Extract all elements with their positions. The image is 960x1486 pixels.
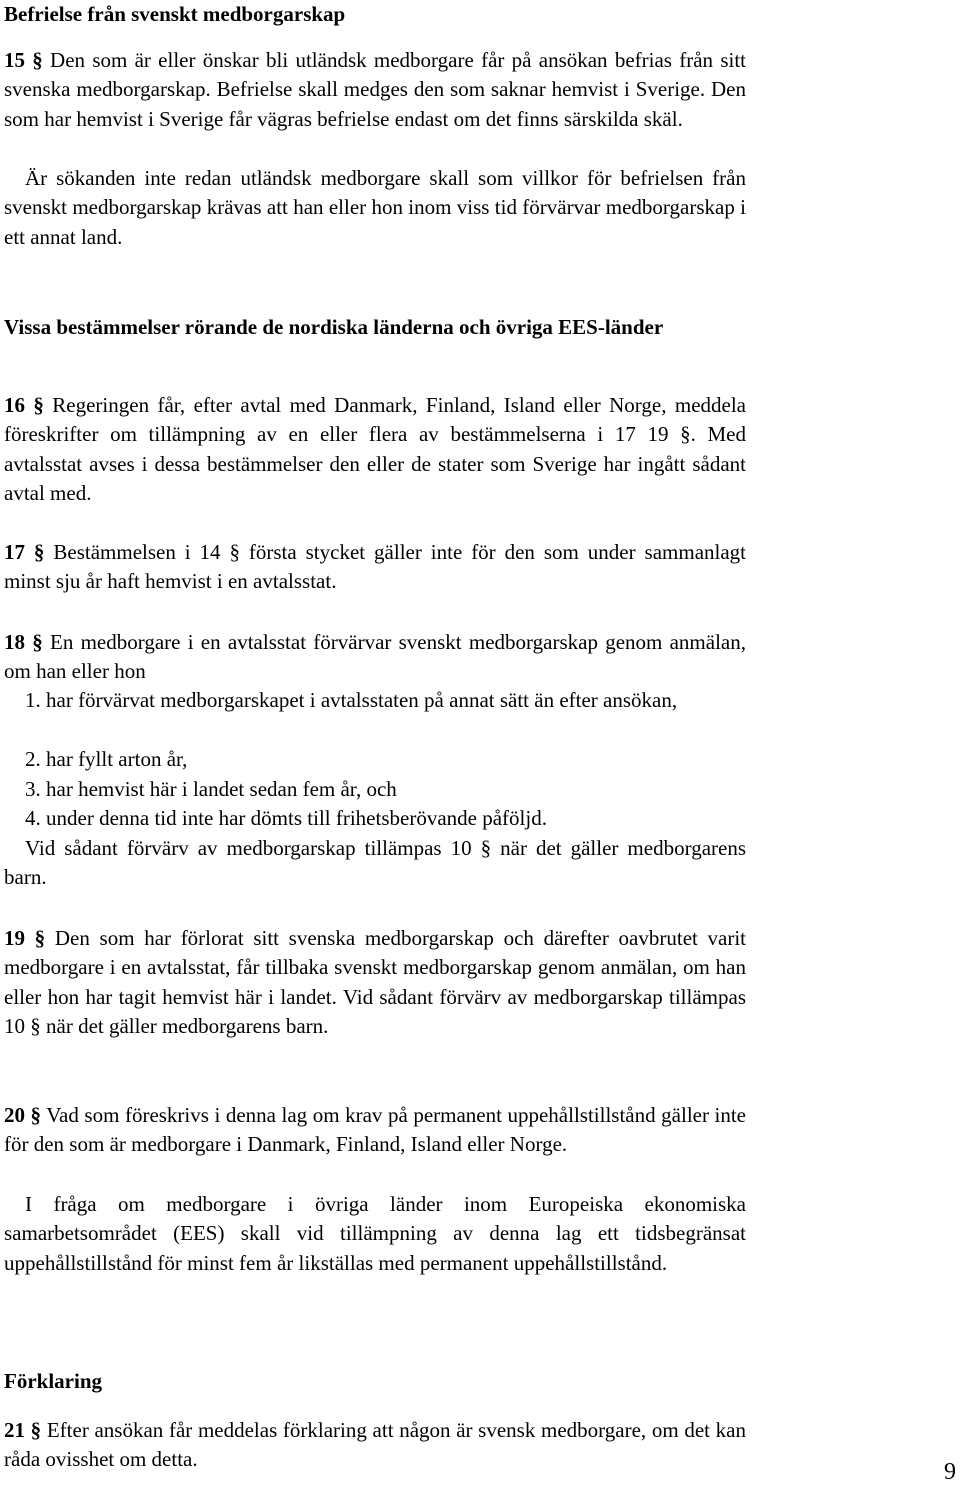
paragraph-number: 15 § <box>4 48 43 72</box>
paragraph-text: Den som har förlorat sitt svenska medborgarskap och därefter oavbrutet varit medborgare i en avtalsstat, får tillbaka svenskt medborgarskap genom anmälan, om han eller hon har tagit hemvist här i landet. Vid sådant förvärv av medborgarskap tillämpas 10 § när det gäller medborgarens barn. <box>4 926 747 1038</box>
paragraph-21 <box>4 1416 746 1475</box>
paragraph-number: 16 § <box>4 393 44 417</box>
section-heading: Befrielse från svenskt medborgarskap <box>4 2 346 26</box>
list-text: under denna tid inte har dömts till frihetsberövande påföljd. <box>40 806 547 830</box>
section-heading: Förklaring <box>4 1369 102 1393</box>
list-text: har hemvist här i landet sedan fem år, och <box>40 777 397 801</box>
page-number: 9 <box>944 1459 956 1485</box>
list-marker: 4. <box>25 806 41 830</box>
paragraph-16 <box>4 391 746 508</box>
list-item <box>4 775 397 804</box>
paragraph-18-cont: Vid sådant förvärv av medborgarskap tillämpas 10 § när det gäller medborgarens barn. <box>4 836 746 890</box>
paragraph-number: 19 § <box>4 926 46 950</box>
list-marker: 1. <box>25 688 41 712</box>
list-item <box>4 686 746 715</box>
list-text: har fyllt arton år, <box>40 747 188 771</box>
list-item <box>4 745 187 774</box>
paragraph-text: Regeringen får, efter avtal med Danmark, Finland, Island eller Norge, meddela föreskrifter om tillämpning av en eller flera av bestämmelserna i 17 19 §. Med avtalsstat avses i dessa bestämmelser den eller de stater som Sverige har ingått sådant avtal med. <box>4 393 746 505</box>
paragraph-18 <box>4 628 746 687</box>
paragraph-20-cont: I fråga om medborgare i övriga länder inom Europeiska ekonomiska samarbetsområdet (EES) skall vid tillämpning av denna lag ett tidsbegränsat uppehållstillstånd för minst fem år likställas med permanent uppehållstillstånd. <box>4 1192 746 1275</box>
paragraph-number: 17 § <box>4 540 45 564</box>
paragraph-text: Efter ansökan får meddelas förklaring att någon är svensk medborgare, om det kan råda ovisshet om detta. <box>4 1418 746 1472</box>
list-item <box>4 804 547 833</box>
paragraph-number: 18 § <box>4 630 43 654</box>
list-text: har förvärvat medborgarskapet i avtalsstaten på annat sätt än efter ansökan, <box>40 688 678 712</box>
paragraph-text: Den som är eller önskar bli utländsk medborgare får på ansökan befrias från sitt svenska medborgarskap. Befrielse skall medges den som saknar hemvist i Sverige. Den som har hemvist i Sverige får vägras befrielse endast om det finns särskilda skäl. <box>4 48 746 131</box>
paragraph-20 <box>4 1101 746 1160</box>
list-marker: 3. <box>25 777 41 801</box>
paragraph-15-cont: Är sökanden inte redan utländsk medborgare skall som villkor för befrielsen från svenskt medborgarskap krävas att han eller hon inom viss tid förvärvar medborgarskap i ett annat land. <box>4 166 746 249</box>
list-marker: 2. <box>25 747 41 771</box>
paragraph-number: 20 § <box>4 1103 42 1127</box>
paragraph-19 <box>4 924 746 1041</box>
paragraph-text: Bestämmelsen i 14 § första stycket gäller inte för den som under sammanlagt minst sju år haft hemvist i en avtalsstat. <box>4 540 747 594</box>
section-heading: Vissa bestämmelser rörande de nordiska länderna och övriga EES-länder <box>4 315 664 339</box>
paragraph-number: 21 § <box>4 1418 42 1442</box>
paragraph-17 <box>4 538 746 597</box>
paragraph-15 <box>4 46 746 134</box>
paragraph-text: Vad som föreskrivs i denna lag om krav på permanent uppehållstillstånd gäller inte för den som är medborgare i Danmark, Finland, Island eller Norge. <box>4 1103 747 1157</box>
paragraph-text: En medborgare i en avtalsstat förvärvar svenskt medborgarskap genom anmälan, om han eller hon <box>4 630 746 684</box>
